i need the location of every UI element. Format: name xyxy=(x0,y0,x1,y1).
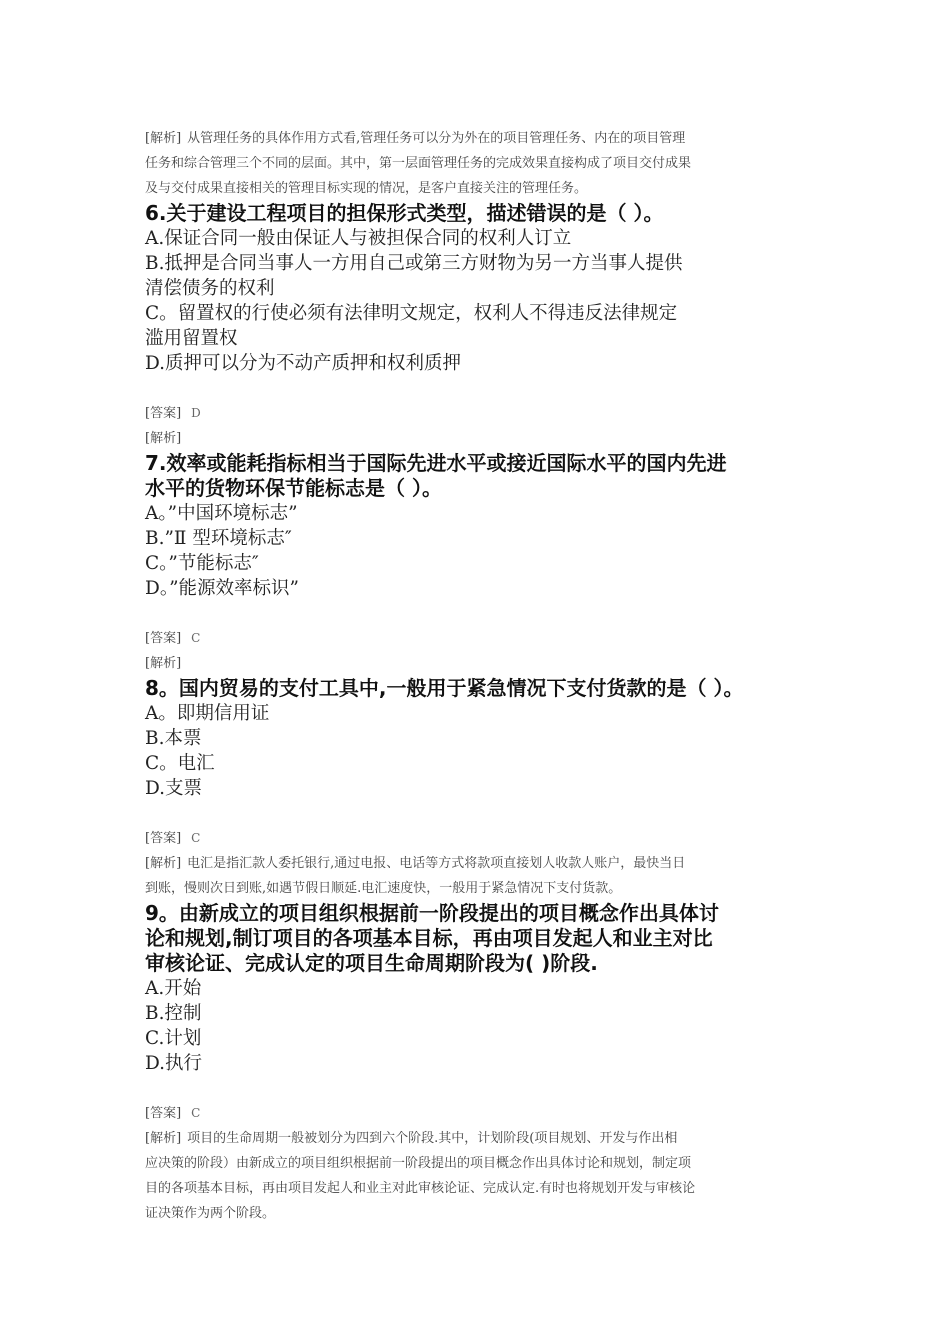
q8-analysis-line: 到账，慢则次日到账,如遇节假日顺延.电汇速度快，一般用于紧急情况下支付货款。 xyxy=(145,881,622,896)
spacer xyxy=(145,376,825,401)
spacer xyxy=(145,1076,825,1101)
answer-value: C xyxy=(191,1106,201,1120)
q8-answer xyxy=(145,826,825,851)
q9-option-d: D.执行 xyxy=(145,1053,203,1074)
q6-option-b: B.抵押是合同当事人一方用自己或第三方财物为另一方当事人提供 xyxy=(145,253,683,274)
q8-option-c: C。电汇 xyxy=(145,753,215,774)
q9-option-c: C.计划 xyxy=(145,1028,202,1049)
exam-content xyxy=(145,126,825,1226)
q7-option-d: D。”能源效率标识” xyxy=(145,578,299,599)
q9-analysis-line: 目的各项基本目标，再由项目发起人和业主对此审核论证、完成认定.有时也将规划开发与审核论 xyxy=(145,1181,696,1196)
q6-answer xyxy=(145,401,825,426)
question-7-title-cont: 水平的货物环保节能标志是（ ）。 xyxy=(145,476,442,500)
q7-option-a: A。”中国环境标志” xyxy=(145,503,298,524)
intro-analysis-line xyxy=(145,126,825,151)
analysis-tag: [解析] xyxy=(145,656,182,671)
analysis-tag: [解析] xyxy=(145,131,182,146)
answer-tag: [答案] xyxy=(145,831,182,846)
question-9-title: 9。由新成立的项目组织根据前一阶段提出的项目概念作出具体讨 xyxy=(145,901,719,925)
q8-option-b: B.本票 xyxy=(145,728,202,749)
q8-option-d: D.支票 xyxy=(145,778,203,799)
answer-tag: [答案] xyxy=(145,406,182,421)
analysis-tag: [解析] xyxy=(145,431,182,446)
intro-analysis-line: 及与交付成果直接相关的管理目标实现的情况，是客户直接关注的管理任务。 xyxy=(145,181,588,196)
q6-option-a: A.保证合同一般由保证人与被担保合同的权利人订立 xyxy=(145,228,572,249)
q7-answer xyxy=(145,626,825,651)
q6-option-d: D.质押可以分为不动产质押和权利质押 xyxy=(145,353,462,374)
question-8-title: 8。国内贸易的支付工具中,一般用于紧急情况下支付货款的是（ ）。 xyxy=(145,676,744,700)
question-9-title-cont: 论和规划,制订项目的各项基本目标，再由项目发起人和业主对比 xyxy=(145,926,713,950)
q6-option-c: C。留置权的行使必须有法律明文规定，权利人不得违反法律规定 xyxy=(145,303,678,324)
q8-analysis xyxy=(145,851,825,876)
question-9-title-cont: 审核论证、完成认定的项目生命周期阶段为( )阶段. xyxy=(145,951,598,975)
q9-option-a: A.开始 xyxy=(145,978,202,999)
q6-option-c-cont: 滥用留置权 xyxy=(145,328,238,349)
q7-option-b: B.”Ⅱ 型环境标志″ xyxy=(145,528,292,549)
q9-analysis-line: 证决策作为两个阶段。 xyxy=(145,1206,276,1221)
answer-tag: [答案] xyxy=(145,1106,182,1121)
answer-value: C xyxy=(191,631,201,645)
analysis-text: 电汇是指汇款人委托银行,通过电报、电话等方式将款项直接划人收款人账户，最快当日 xyxy=(187,856,686,871)
question-6-title: 6.关于建设工程项目的担保形式类型，描述错误的是（ ）。 xyxy=(145,201,664,225)
q8-option-a: A。即期信用证 xyxy=(145,703,270,724)
q6-analysis xyxy=(145,426,825,451)
answer-value: C xyxy=(191,831,201,845)
analysis-text: 从管理任务的具体作用方式看,管理任务可以分为外在的项目管理任务、内在的项目管理 xyxy=(187,131,686,146)
analysis-tag: [解析] xyxy=(145,856,182,871)
analysis-text: 项目的生命周期一般被划分为四到六个阶段.其中，计划阶段(项目规划、开发与作出相 xyxy=(187,1131,678,1146)
q6-option-b-cont: 清偿债务的权利 xyxy=(145,278,275,299)
q9-answer xyxy=(145,1101,825,1126)
q9-option-b: B.控制 xyxy=(145,1003,202,1024)
q9-analysis xyxy=(145,1126,825,1151)
spacer xyxy=(145,601,825,626)
q7-option-c: C。”节能标志″ xyxy=(145,553,259,574)
q9-analysis-line: 应决策的阶段）由新成立的项目组织根据前一阶段提出的项目概念作出具体讨论和规划，制定项 xyxy=(145,1156,692,1171)
analysis-tag: [解析] xyxy=(145,1131,182,1146)
q7-analysis xyxy=(145,651,825,676)
question-7-title: 7.效率或能耗指标相当于国际先进水平或接近国际水平的国内先进 xyxy=(145,451,727,475)
intro-analysis-line: 任务和综合管理三个不同的层面。其中，第一层面管理任务的完成效果直接构成了项目交付成果 xyxy=(145,156,692,171)
answer-value: D xyxy=(191,406,201,420)
answer-tag: [答案] xyxy=(145,631,182,646)
spacer xyxy=(145,801,825,826)
